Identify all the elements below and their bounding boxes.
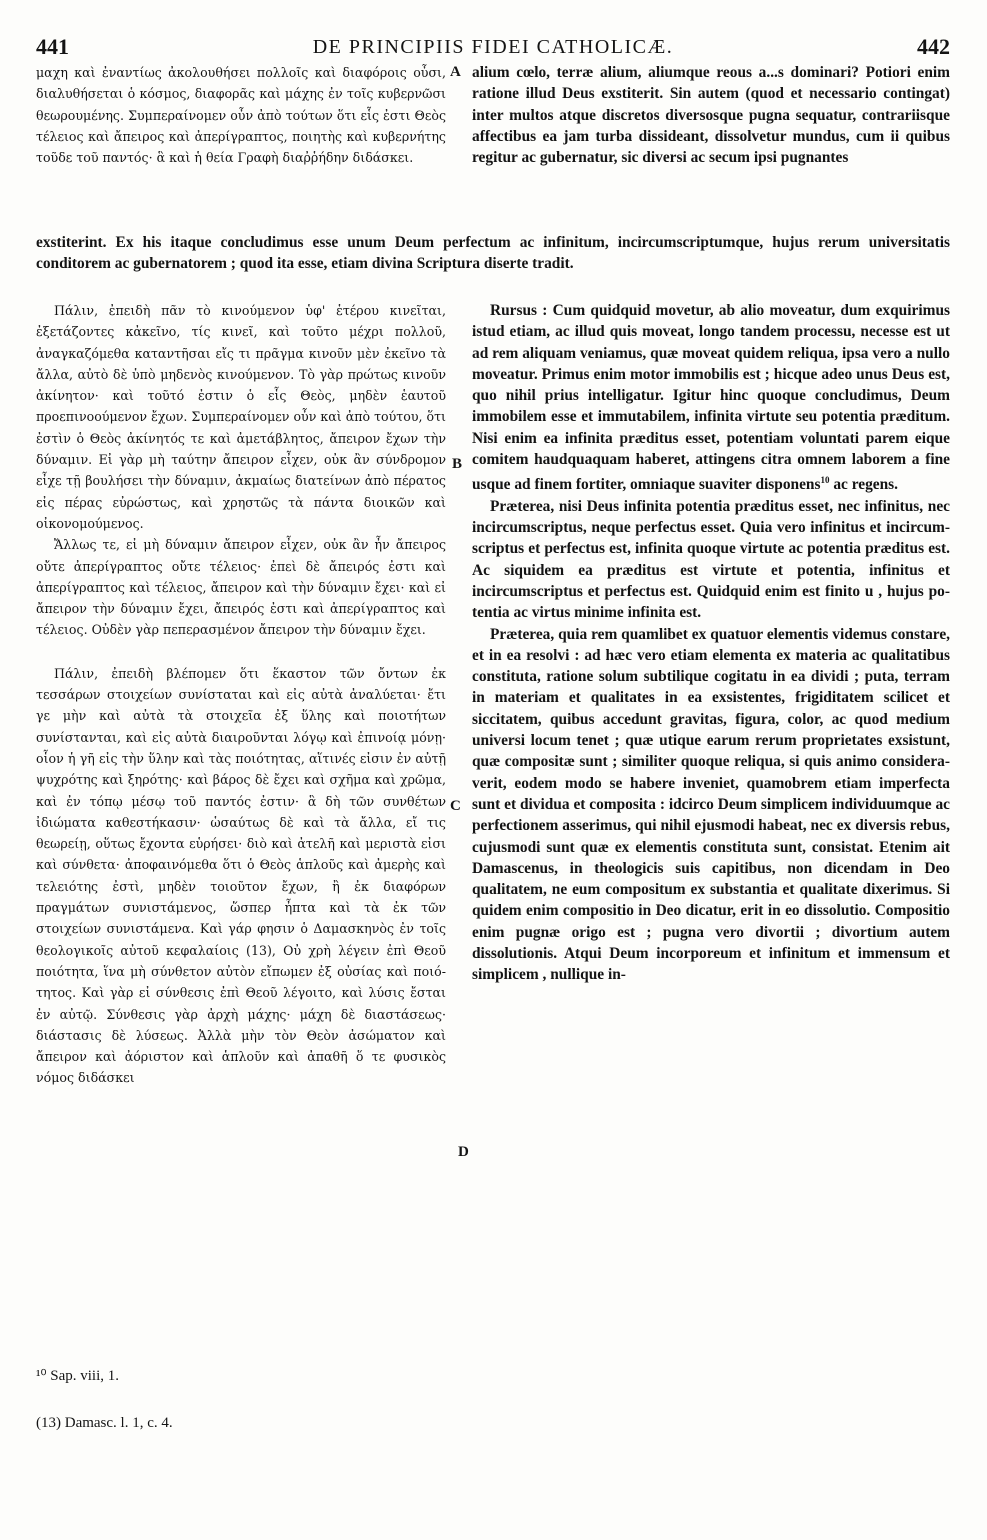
margin-letter-c: C	[450, 798, 461, 814]
greek-column-body	[36, 300, 446, 1089]
latin-column-top	[472, 62, 950, 168]
latin-paragraph-infinite: Præterea, nisi Deus infinita potentia præditus esset, nec infinitus, nec incircumscriptus, neque perfectus esset. Quia vero infinitus et incircumscriptus et perfectus est, infinita quoque virtute ac potentia præditus est. Ac siquidem ea præditus est virtute et potentia, infinitus et incircumscriptus et perfectus est. Quidquid enim est finito u , hujus potentia ac virtus minime infinita est.	[472, 497, 950, 622]
footnote-10: ¹⁰ Sap. viii, 1.	[36, 1368, 120, 1384]
page-title: DE PRINCIPIIS FIDEI CATHOLICÆ.	[312, 36, 674, 58]
running-header	[36, 34, 950, 62]
page-number-right: 442	[917, 34, 950, 59]
greek-column-top	[36, 62, 446, 168]
latin-motion-text: Rursus : Cum quidquid movetur, ab alio moveatur, dum exquirimus istud etiam, ac illud quis moveat, longo tandem processu, necesse est ut ad rem aliquam veniamus, quæ moveat quidem reliqua, ipsa vero a nullo moveatur. Primus enim motor immobilis est ; hicque adeo unus Deus est, quo nihil prius intelligatur. Igitur hinc quoque concludimus, Deum immobilem esse et immutabilem, infinita virtute seu potentia præditum. Nisi enim ea infinita præditus esset, potentiam voluntati parem eique comitem haudquaquam haberet, attingens citra omnem laborem a fine usque ad finem fortiter, omniaque suaviter disponens	[472, 302, 950, 494]
latin-motion-end: ac regens.	[829, 476, 898, 494]
greek-paragraph-elements: Πάλιν, ἐπειδὴ βλέπομεν ὅτι ἕκαστον τῶν ὄντων ἐκ τεσσάρων στοιχείων συνίσταται καὶ εἰς αὐτὰ ἀναλύεται· ἔτι γε μὴν καὶ αὐτὰ τὰ στοιχεῖα ἐξ ὕλης καὶ ποιοτήτων συνίστανται, καὶ εἰς αὐτὰ διαιροῦνται λόγῳ καὶ ἐπινοίᾳ μόνῃ· οἷον ἡ γῆ εἰς τὴν ὕλην καὶ τὰς ποιότητας, αἵτινές εἰσιν ἐν αὐτῇ ψυχρότης καὶ ξηρότης· καὶ βάρος δὲ ἔχει καὶ σχῆμα καὶ χρῶμα, καὶ ἐν τόπῳ μέσῳ τοῦ παντός ἐστιν· ἃ δὴ τῶν συνθέτων ἰδιώματα καθεστήκασιν· ὡσαύτως δὲ καὶ τὰ ἄλλα, εἴ τις θεωρείῃ, οὕτως ἔχοντα εὑρήσει· διὸ καὶ ἀτελῆ καὶ μεριστὰ εἰσι καὶ σύνθετα· ἀποφαινόμεθα ὅτι ὁ Θεὸς ἁπλοῦς καὶ ἀμερὴς καὶ τελειότης ἐστὶ, μηδὲν τοιοῦτον ἔχων, ἢ ἐκ διαφόρων πραγμάτων συνιστάμενος, ὥσπερ ἦπτα καὶ τὰ ἐκ τῶν στοιχείων συνιστάμενα. Καὶ γάρ φησιν ὁ Δαμασκηνὸς ἐν τοῖς θεολογικοῖς αὐτοῦ κεφαλαίοις (13), Οὐ χρὴ λέγειν ἐπὶ Θεοῦ ποιότητα, ἵνα μὴ σύνθετον αὐτὸν εἴπωμεν ἐξ οὐσίας καὶ ποιότητος. Καὶ γὰρ εἰ σύνθεσις ἐπὶ Θεοῦ λέγοιτο, καὶ λύσις ἔσται ἐν αὐτῷ. Σύνθεσις γὰρ ἀρχὴ μάχης· μάχη δὲ διαστάσεως· διάστασις δὲ λύσεως. Ἀλλὰ μὴν τὸν Θεὸν ἀσώματον καὶ ἄπειρον καὶ ἀόριστον καὶ ἁπλοῦν καὶ ἀπαθῆ ὅ τε φυσικὸς νόμος διδάσκει	[36, 665, 446, 1086]
latin-column-body	[472, 300, 950, 986]
latin-paragraph-intro: alium cœlo, terræ alium, aliumque reous a...s dominari? Potiori enim ratione illud Deus exstiterit. Sin autem (quod et necessario contingat) inter multos atque discretos diversosque pugna sequatur, contrariisque affectibus ea jam turba dissideant, dissolvetur mundus, cum ii quibus regitur ac gubernatur, sic diversi ac secum ipsi pugnantes	[472, 64, 950, 167]
greek-paragraph-infinite: Ἄλλως τε, εἰ μὴ δύναμιν ἄπειρον εἶχεν, οὐκ ἂν ἦν ἄπειρος οὔτε ἀπερίγραπτος οὔτε τέλειος· ἐπεὶ δὲ ἄπειρός ἐστι καὶ ἀπερίγραπτος καὶ τέλειος, ἄπειρον καὶ τὴν δύναμιν ἔχει· καὶ εἰ ἄπειρον τὴν δύναμιν ἔχει, ἄπειρός ἐστι καὶ ἀπερίγραπτος καὶ τέλειος. Οὐδὲν γὰρ πεπερασμένον ἄπειρον τὴν δύναμιν ἔχει.	[36, 537, 446, 638]
page-number-left: 441	[36, 34, 69, 59]
latin-fullwidth-paragraph: exstiterint. Ex his itaque concludimus esse unum Deum perfectum ac infinitum, incircumscriptumque, hujus rerum universitatis conditorem ac gubernatorem ; quod ita esse, etiam divina Scriptura diserte tradit.	[36, 234, 950, 273]
footnote-ref-10: 10	[820, 475, 830, 486]
greek-paragraph-intro: μαχη καὶ ἐναντίως ἀκολουθήσει πολλοῖς καὶ διαφόροις οὖσι, διαλυθήσεται ὁ κόσμος, διαφορᾶς καὶ μάχης ἐν τοῖς κυβερνῶσι θεωρουμένης. Συμπεραίνομεν οὖν ἀπὸ τούτων ὅτι εἷς ἐστι Θεὸς τέλειος καὶ ἄπειρος καὶ ἀπερίγραπτος, ποιητὴς καὶ κυβερνήτης τοῦδε τοῦ παντός· ἃ καὶ ἡ θεία Γραφὴ διαῤῥήδην διδάσκει.	[36, 65, 446, 166]
greek-paragraph-motion: Πάλιν, ἐπειδὴ πᾶν τὸ κινούμενον ὑφ' ἑτέρου κινεῖται, ἐξετάζοντες κἀκεῖνο, τίς κινεῖ, καὶ τοῦτο μέχρι πολλοῦ, ἀναγκαζόμεθα καταντῆσαι εἴς τι πρᾶγμα κινοῦν μὲν ἐκεῖνο τὰ ἄλλα, αὐτὸ δὲ ὑπὸ μηδενὸς κινούμενον. Τὸ γὰρ πρώτως κινοῦν ἀκίνητον· καὶ τοῦτό ἐστιν ὁ εἷς Θεὸς, μηδὲν ἑαυτοῦ προεπινοούμενον ἔχων. Συμπεραίνομεν οὖν καὶ ἀπὸ τούτου, ὅτι ἐστὶν ὁ Θεὸς ἀκίνητός τε καὶ ἀμετάβλητος, ἄπειρον ἔχων τὴν δύναμιν. Εἰ γὰρ μὴ ταύτην ἄπειρον εἶχεν, οὐκ ἂν σύνδρομον εἶχε τῇ βουλήσει τὴν δύναμιν, ἀκμαίως διατείνων ἀπὸ πέρατος εἰς πέρας εὐρώστως, καὶ χρηστῶς τὰ πάντα διοικῶν καὶ οἰκονομούμενος.	[36, 303, 446, 531]
latin-paragraph-motion	[472, 300, 950, 496]
margin-letter-b: B	[452, 456, 463, 472]
latin-paragraph-elements: Præterea, quia rem quamlibet ex quatuor elementis videmus constare, et in ea resolvi : ad hæc vero etiam elementa ex materia ac qualitatibus constituta, ratione solum subtilique cogitatu in ea dividi ; puta, terram in materiam et qualitates in ea exsistentes, frigiditatem scilicet et siccitatem, quibus accedunt gravitas, figura, color, ac quod medium universi locum tenet ; quæ utique earum rerum proprietates exsistunt, quæ compositæ sunt ; similiter quoque reliqua, si quis animo consideraverit, eodem modo se habere inveniet, quamobrem etiam imperfecta sunt et dividua et composita : idcirco Deum simplicem individuumque ac perfectionem asserimus, qui nihil ejusmodi habeat, nec ex diversis rebus, cujusmodi sunt quæ ex elementis constituta sunt, consistat. Etenim ait Damascenus, in theologicis suis capitibus, non dicendam in Deo qualitatem, ne eum compositum ex substantia et qualitate dixerimus. Si quidem enim compositio in Deo dicatur, erit in eo dissolutio. Compositio enim pugnæ origo est ; pugna vero divortii ; divortium autem dissolutionis. Atqui Deum incorporeum et infinitum et immensum et simplicem , nullique in-	[472, 625, 950, 984]
margin-letter-d: D	[458, 1144, 469, 1160]
margin-letter-a: A	[450, 64, 461, 80]
footnote-13: (13) Damasc. l. 1, c. 4.	[36, 1415, 173, 1431]
